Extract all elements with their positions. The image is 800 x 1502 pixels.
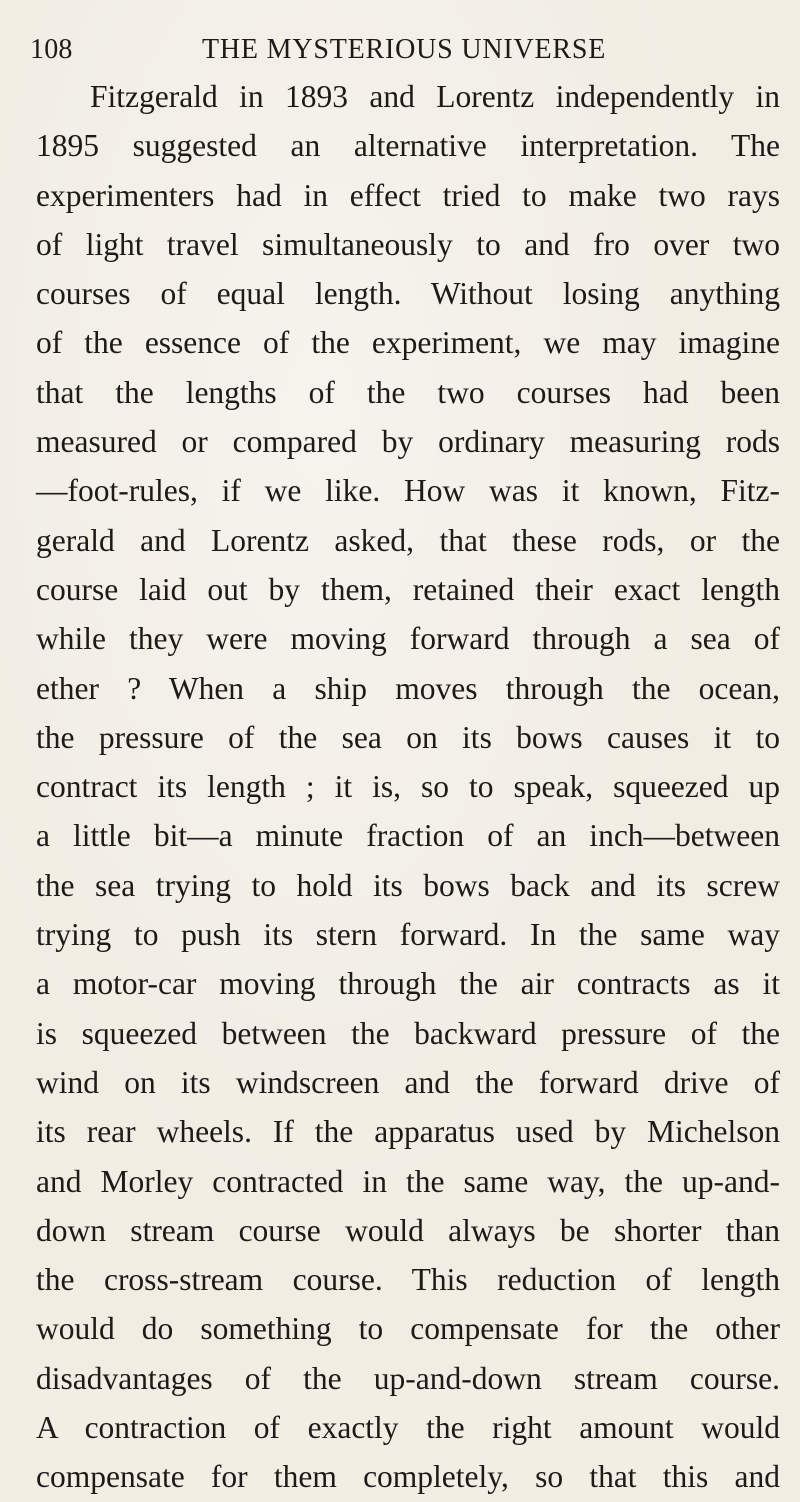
body-text [36,72,780,1502]
text-line: is squeezed between the backward pressure of the [36,1015,780,1051]
text-line: course laid out by them, retained their exact length [36,571,780,607]
text-line: would do something to compensate for the other [36,1311,780,1347]
text-line: while they were moving forward through a sea of [36,621,780,657]
text-line: trying to push its stern forward. In the same way [36,917,780,953]
text-line: and Morley contracted in the same way, the up-and- [36,1163,780,1199]
text-line: compensate for them completely, so that this and [36,1459,780,1495]
text-line: its rear wheels. If the apparatus used by Michelson [36,1114,780,1150]
text-line: the sea trying to hold its bows back and its screw [36,867,780,903]
text-line: courses of equal length. Without losing anything [36,276,780,312]
text-line: down stream course would always be shorter than [36,1212,780,1248]
text-line: the pressure of the sea on its bows causes it to [36,719,780,755]
page-number: 108 [30,34,73,65]
text-line: disadvantages of the up-and-down stream course. [36,1360,780,1396]
text-line: ether ? When a ship moves through the ocean, [36,670,780,706]
text-line: wind on its windscreen and the forward drive of [36,1064,780,1100]
text-line: a little bit—a minute fraction of an inch—between [36,818,780,854]
text-line: that the lengths of the two courses had been [36,374,780,410]
text-line: gerald and Lorentz asked, that these rods, or the [36,522,780,558]
text-line: the cross-stream course. This reduction of length [36,1262,780,1298]
running-title: THE MYSTERIOUS UNIVERSE [202,34,607,65]
text-line: of the essence of the experiment, we may imagine [36,325,780,361]
text-line: A contraction of exactly the right amount would [36,1410,780,1446]
running-head [30,30,750,70]
text-line: a motor-car moving through the air contracts as it [36,966,780,1002]
text-line: contract its length ; it is, so to speak, squeezed up [36,769,780,805]
text-line: measured or compared by ordinary measuring rods [36,424,780,460]
text-line: experimenters had in effect tried to make two rays [36,177,780,213]
text-line: of light travel simultaneously to and fro over two [36,226,780,262]
text-line: Fitzgerald in 1893 and Lorentz independently in [90,79,780,114]
text-line: 1895 suggested an alternative interpretation. The [36,128,780,164]
text-line: —foot-rules, if we like. How was it known, Fitz- [36,473,780,509]
